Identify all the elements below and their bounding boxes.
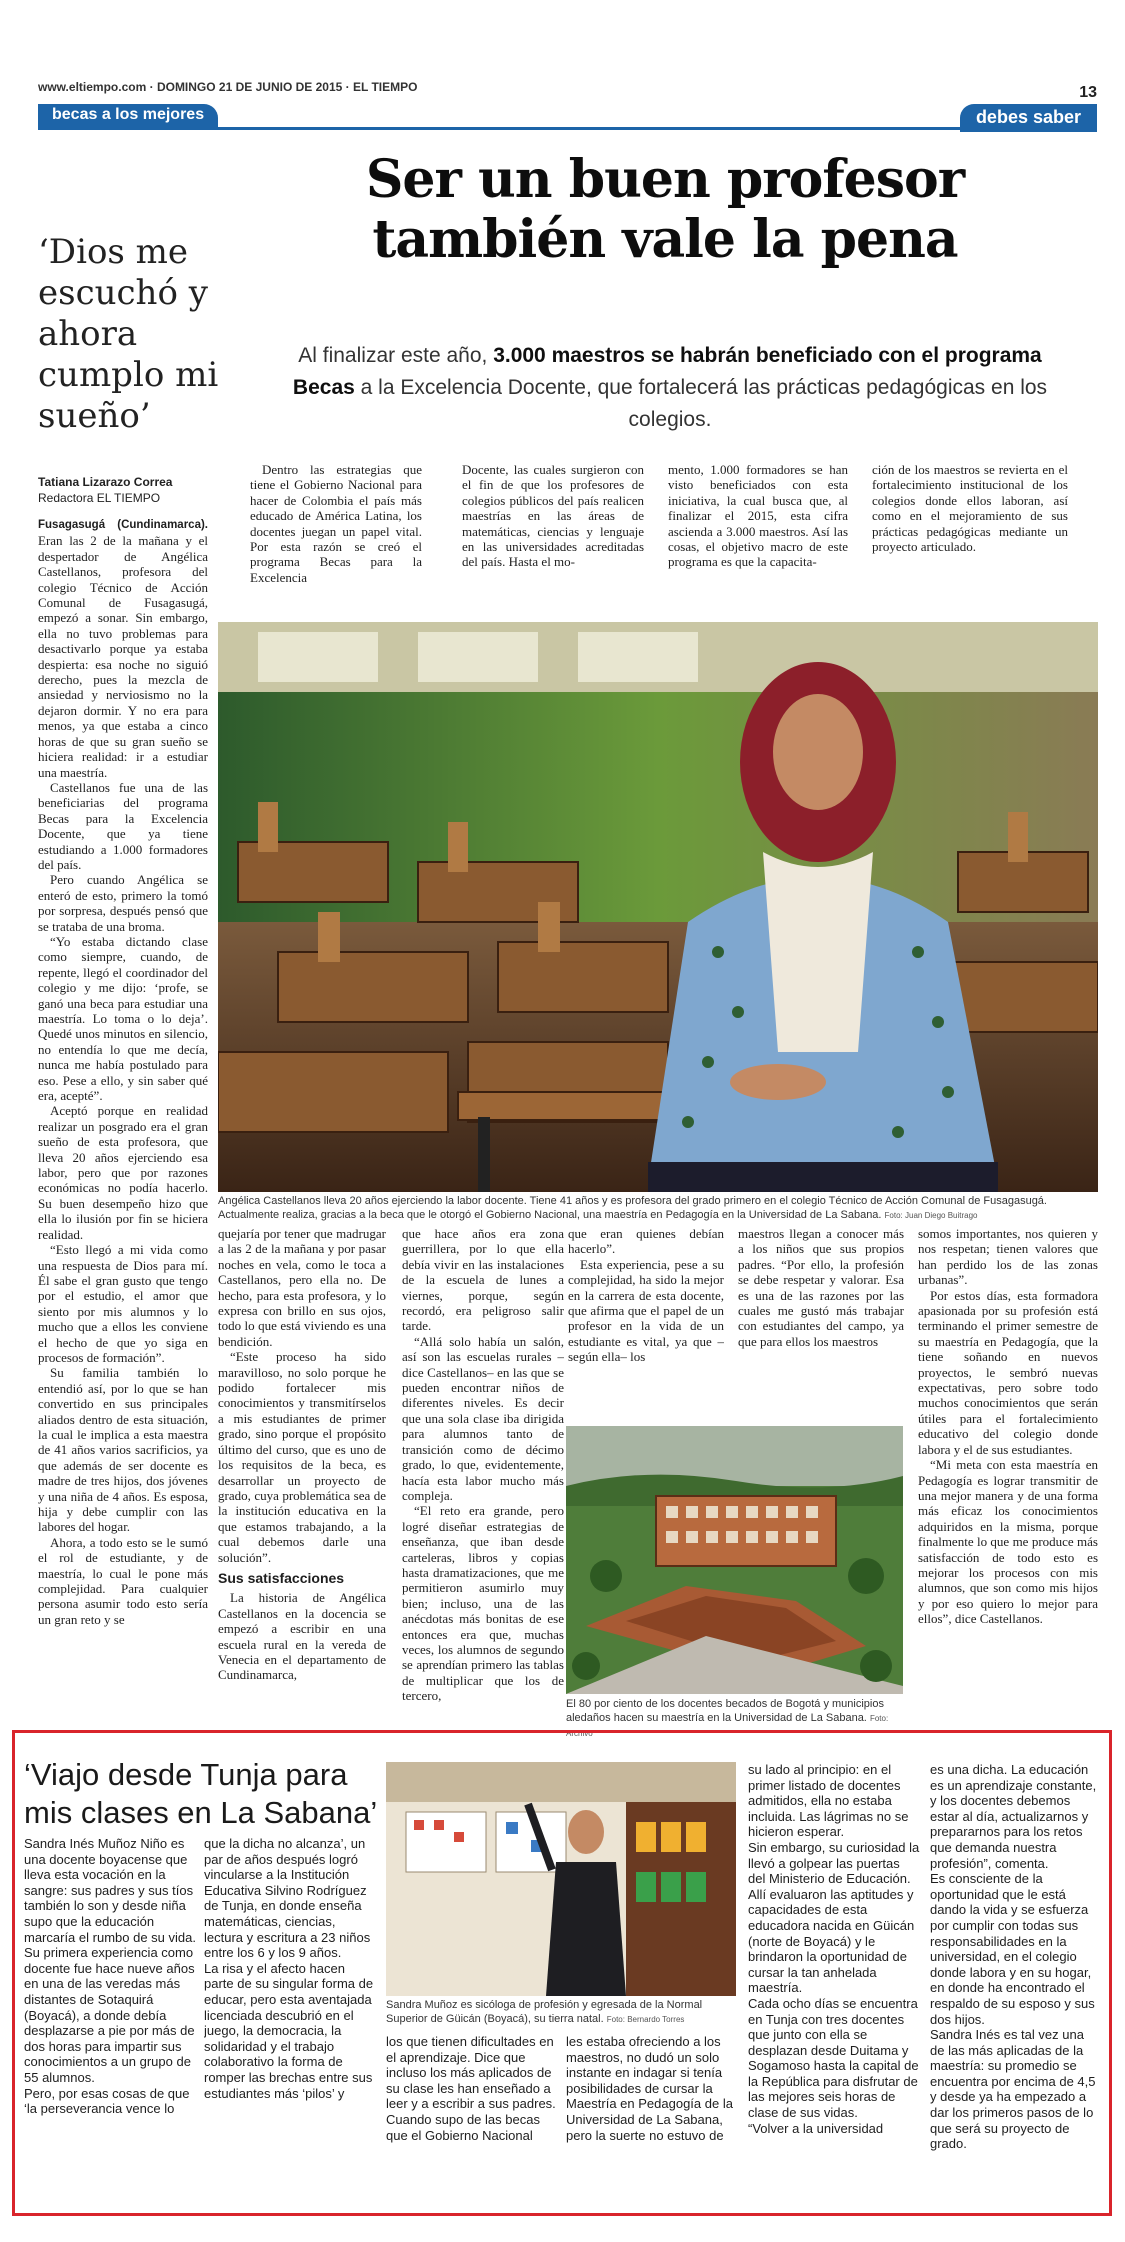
pull-quote: ‘Dios me escuchó y ahora cumplo mi sueño’ xyxy=(38,232,219,436)
article-column-3 xyxy=(402,1226,564,1720)
paragraph: “El reto era grande, pero logré diseñar estrategias de enseñanza, que iban desde carteleras, libros y copias hasta dramatizaciones, que me permitieron asumirlo muy bien; incluso, una de las anécdotas más bonitas de ese entonces era que, muchas veces, los alumnos de segundo se aprendían primero las tablas de multiplicar que los de tercero, xyxy=(402,1503,564,1704)
photo-credit: Foto: Bernardo Torres xyxy=(606,2015,685,2024)
paragraph: que eran quienes debían hacerlo”. xyxy=(568,1226,724,1257)
paragraph: “Mi meta con esta maestría en Pedagogía es lograr transmitir de una mejor manera y de una forma más eficaz los conocimientos adquiridos en la misma, porque finalmente lo que me produce más satisfacción de todo esto es mejorar los procesos con mis alumnos, que son como mis hijos y por eso quiero lo mejor para ellos”, dice Castellanos. xyxy=(918,1457,1098,1627)
paragraph: Esta experiencia, pese a su complejidad, ha sido la mejor en la carrera de esta docente, que afirma que el papel de un profesor en la vida de un estudiante es vital, ya que –según ella– los xyxy=(568,1256,724,1365)
paragraph: “Volver a la universidad xyxy=(748,2120,884,2136)
article-column-5 xyxy=(738,1226,904,1422)
intro-column-2 xyxy=(250,462,422,612)
paragraph: mento, 1.000 formadores se han visto beneficiados con esta iniciativa, la cual busca que, al finalizar el 2015, esta cifra ascienda a 3.000 maestros. Así las cosas, el objetivo macro de este programa es que la capacita- xyxy=(668,462,848,570)
paragraph: Sandra Inés es tal vez una de las más aplicadas de la maestría: su promedio se encuentra por encima de 4,5 y desde ya ha empezado a dar los primeros pasos de lo que será su proyecto de grado. xyxy=(930,2027,1096,2152)
paragraph: “Este proceso ha sido maravilloso, no solo porque he podido fortalecer mis conocimientos y transmitírselos a mis estudiantes de primer grado, sino porque el propósito último del curso, que es uno de los requisitos de la beca, es desarrollar un proyecto de grado, cuya problemática sea de la institución educativa en la que estamos trabajando, a la cual debemos darle una solución”. xyxy=(218,1349,386,1565)
paragraph: los que tienen dificultades en el aprendizaje. Dice que incluso los más aplicados de su clase les han enseñado a leer y a escribir a sus padres. Cuando supo de las becas que el Gobierno Nacional xyxy=(386,2034,556,2143)
author-role: Redactora EL TIEMPO xyxy=(38,491,161,505)
intro-column-4 xyxy=(668,462,848,612)
paragraph: Docente, las cuales surgieron con el fin de que los profesores de colegios públicos del país realicen maestrías en las áreas de matemáticas, ciencias y lenguaje en las universidades acreditadas del país. Hasta el mo- xyxy=(462,462,644,570)
issue-date: DOMINGO 21 DE JUNIO DE 2015 xyxy=(156,80,343,94)
paragraph: Eran las 2 de la mañana y el despertador de Angélica Castellanos, profesora del colegio Técnico de Acción Comunal de Fusagasugá, empezó a sonar. Sin embargo, ella no tuvo problemas para desactivarlo porque ya estaba despierta: esa noche no siguió derecho, pues la mezcla de ansiedad y nerviosismo no la dejaron dormir. Y no era para menos, ya que estaba a cinco horas de que su gran sueño se hiciera realidad: ir a estudiar una maestría. xyxy=(38,533,208,780)
sidebar-column-2 xyxy=(204,1836,378,2208)
paragraph: ción de los maestros se revierta en el fortalecimiento institucional de los colegios donde ellos laboran, así como en el mejoramiento de sus prácticas pedagógicas mediante un proyecto articulado. xyxy=(872,462,1068,555)
paragraph: “Allá solo había un salón, así son las escuelas rurales –dice Castellanos– en las que se pueden encontrar niños de diferentes niveles. Es decir que una sola clase iba dirigida para alumnos tanto de transición como de décimo grado, lo que, evidentemente, hacía esta labor mucho más compleja. xyxy=(402,1333,564,1503)
sidebar-column-3 xyxy=(386,2034,556,2210)
article-column-2 xyxy=(218,1226,386,1720)
masthead-sep: · xyxy=(345,80,354,94)
caption-text: El 80 por ciento de los docentes becados de Bogotá y municipios aledaños hacen su maestría en la Universidad de La Sabana. xyxy=(566,1698,884,1724)
sandra-photo xyxy=(386,1762,736,1996)
sidebar-column-6 xyxy=(930,1762,1100,2210)
article-column-6 xyxy=(918,1226,1098,1720)
paragraph: “Yo estaba dictando clase como siempre, cuando, de repente, llegó el coordinador del colegio y me dijo: ‘profe, se ganó una beca para estudiar una maestría. Lo toma o lo deja’. Quedé unos minutos en silencio, no entendía lo que me decía, nunca me había postulado para eso. Pese a ello, y sin saber qué era, acepté”. xyxy=(38,933,208,1104)
paragraph: “Esto llegó a mi vida como una respuesta de Dios para mí. Él sabe el gran gusto que tengo por el estudio, el amor que siento por mis alumnos y lo mucho que a ellos les conviene el hecho de que yo siga en procesos de formación”. xyxy=(38,1242,208,1365)
headline-line-1: Ser un buen profesor xyxy=(365,149,965,210)
paragraph: Dentro las estrategias que tiene el Gobierno Nacional para hacer de Colombia el país más educado de América Latina, los docentes juegan un papel vital. Por esta razón se creó el programa Becas para la Excelencia xyxy=(250,462,422,585)
photo-credit: Foto: Juan Diego Buitrago xyxy=(884,1211,978,1220)
paragraph: Castellanos fue una de las beneficiarias del programa Becas para la Excelencia Docente, que ya tiene estudiando a 1.000 formadores del país. xyxy=(38,779,208,872)
paragraph: que la dicha no alcanza’, un par de años después logró vincularse a la Institución Educativa Silvino Rodríguez de Tunja, en donde enseña matemáticas, ciencias, lectura y escritura a 23 niños entre los 6 y los 9 años. xyxy=(204,1836,371,1961)
paragraph: Es consciente de la oportunidad que le está dando la vida y se esfuerza por cumplir con todas sus responsabilidades en la universidad, en el colegio donde labora y en su hogar, en donde ha encontrado el respaldo de su esposo y sus dos hijos. xyxy=(930,1871,1095,2027)
paragraph: Pero cuando Angélica se enteró de esto, primero la tomó por sorpresa, después pensó que se trataba de una broma. xyxy=(38,872,208,934)
sidebar-column-5 xyxy=(748,1762,920,2210)
section-label: becas a los mejores xyxy=(38,104,218,130)
section-tag: debes saber xyxy=(960,104,1097,132)
paragraph: su lado al principio: en el primer listado de docentes admitidos, ella no estaba incluida. Las lágrimas no se hicieron esperar. xyxy=(748,1762,909,1840)
article-column-4 xyxy=(568,1226,724,1422)
paper-name: EL TIEMPO xyxy=(353,80,418,94)
teacher-photo-illustration xyxy=(218,622,1098,1192)
byline xyxy=(38,474,248,506)
main-photo-caption xyxy=(218,1194,1098,1223)
paragraph: Pero, por esas cosas de que ‘la perseverancia vence lo xyxy=(24,2085,190,2117)
masthead-sep: · xyxy=(149,80,157,94)
paragraph: Su familia también lo entendió así, por lo que se han convertido en sus principales aliados dentro de esta situación, la cual le implica a esta maestra de 41 años varios sacrificios, ya que además de ser docente es madre de tres hijos, dos jóvenes y una niña de 4 años. Es esposa, hija y debe cumplir con las labores del hogar. xyxy=(38,1365,208,1535)
site-url: www.eltiempo.com xyxy=(38,80,147,94)
sandra-photo-illustration xyxy=(386,1762,736,1996)
dateline: Fusagasugá (Cundinamarca). xyxy=(38,519,208,531)
teacher-photo xyxy=(218,622,1098,1192)
paragraph: quejaría por tener que madrugar a las 2 de la mañana y por pasar noches en vela, como le toca a Castellanos, pero ella no. De hecho, para esta profesora, y lo expresa con brillo en sus ojos, todo lo que está viviendo es una bendición. xyxy=(218,1226,386,1349)
intro-column-3 xyxy=(462,462,644,612)
paragraph: es una dicha. La educación es un aprendizaje constante, y los docentes debemos estar al día, actualizarnos y prepararnos para los retos que demanda nuestra profesión”, comenta. xyxy=(930,1762,1097,1871)
caption-text: Angélica Castellanos lleva 20 años ejerciendo la labor docente. Tiene 41 años y es profesora del grado primero en el colegio Técnico de Acción Comunal de Fusagasugá. Actualmente realiza, gracias a la beca que le otorgó el Gobierno Nacional, una maestría en Pedagogía en la Universidad de La Sabana. xyxy=(218,1195,1047,1221)
deck-text: Al finalizar este año, xyxy=(298,344,494,367)
paragraph: Cada ocho días se encuentra en Tunja con tres docentes que junto con ella se desplazan desde Duitama y Sogamoso hasta la capital de la República para disfrutar de las mejores seis horas de clase de sus vidas. xyxy=(748,1995,919,2121)
subheading: Sus satisfacciones xyxy=(218,1569,345,1586)
photo-credit: Foto: Archivo xyxy=(566,1714,889,1738)
paragraph: les estaba ofreciendo a los maestros, no dudó un solo instante en indagar si tenía posibilidades de cursar la Maestría en Pedagogía de la Universidad de La Sabana, pero la suerte no estuvo de xyxy=(566,2034,733,2143)
paragraph: Por estos días, esta formadora apasionada por su profesión está terminando el primer semestre de su maestría en Pedagogía, que la tiene soñando en nuevos proyectos, le sembró nuevas expectativas, pero sobre todo muchos conocimientos que serán útiles para el fortalecimiento educativo del colegio donde labora y el de sus estudiantes. xyxy=(918,1287,1098,1457)
deck-bold: Becas xyxy=(292,376,355,399)
paragraph: Aceptó porque en realidad realizar un posgrado era el gran sueño de esta profesora, que lleva 20 años ejerciendo esa labor, pero que por razones económicas no podía hacerlo. Su buen desempeño hizo que ella lo ilusión por fin se hiciera realidad. xyxy=(38,1103,208,1242)
campus-photo xyxy=(566,1426,903,1694)
deck-text: a la Excelencia Docente, que fortalecerá las prácticas pedagógicas en los colegios. xyxy=(354,376,1048,431)
author-name: Tatiana Lizarazo Correa xyxy=(38,475,173,489)
sidebar-column-1 xyxy=(24,1836,196,2208)
deck xyxy=(250,340,1090,436)
paragraph: Sandra Inés Muñoz Niño es una docente boyacense que lleva esta vocación en la sangre: sus padres y sus tíos también lo son y desde niña supo que la educación marcaría el rumbo de su vida. xyxy=(24,1836,196,1945)
article-column-1 xyxy=(38,516,208,1712)
paragraph: Sin embargo, su curiosidad la llevó a golpear las puertas del Ministerio de Educación. Allí evaluaron las aptitudes y capacidades de esta educadora nacida en Güicán (norte de Boyacá) y le brindaron la oportunidad de cursar la tan anhelada maestría. xyxy=(748,1839,920,1996)
paragraph: somos importantes, nos quieren y nos respetan; tienen valores que han perdido los de las zonas urbanas”. xyxy=(918,1226,1098,1288)
paragraph: maestros llegan a conocer más a los niños que sus propios padres. “Por ello, la profesión se debe respetar y valorar. Esa es una de las razones por las cuales me gustó más trabajar con estudiantes del campo, ya que para ellos los maestros xyxy=(738,1226,904,1349)
page-number: 13 xyxy=(1079,84,1097,101)
paragraph: Ahora, a todo esto se le sumó el rol de estudiante, y de maestría, lo cual le pone más complejidad. Para cualquier persona asumir todo esto sería un gran reto y se xyxy=(38,1534,208,1627)
paragraph: La historia de Angélica Castellanos en la docencia se empezó a escribir en una escuela rural en la vereda de Venecia en el departamento de Cundinamarca, xyxy=(218,1590,386,1683)
intro-column-5 xyxy=(872,462,1068,612)
headline-line-2: también vale la pena xyxy=(372,209,958,270)
caption-text: Sandra Muñoz es sicóloga de profesión y egresada de la Normal Superior de Güicán (Boyacá), su tierra natal. xyxy=(386,1999,703,2025)
paragraph: Su primera experiencia como docente fue hace nueve años en una de las veredas más distantes de Sotaquirá (Boyacá), a donde debía desplazarse a pie por más de dos horas para impartir sus conocimientos a un grupo de 55 alumnos. xyxy=(24,1945,195,2085)
sandra-photo-caption xyxy=(386,1998,746,2027)
deck-bold: 3.000 maestros se habrán beneficiado con el programa xyxy=(493,344,1042,367)
campus-photo-illustration xyxy=(566,1426,903,1694)
paragraph: La risa y el afecto hacen parte de su singular forma de educar, pero esta aventajada licenciada descubrió en el juego, la democracia, la solidaridad y el trabajo colaborativo la forma de romper las brechas entre sus estudiantes más ‘pilos’ y xyxy=(204,1960,374,2101)
masthead xyxy=(38,80,1088,102)
page-headline xyxy=(270,150,1060,270)
paragraph: que hace años era zona guerrillera, por lo que ella debía vivir en las instalaciones de la escuela de lunes a viernes, porque, según recordó, era peligroso salir tarde. xyxy=(402,1226,564,1334)
sidebar-headline: ‘Viajo desde Tunja para mis clases en La Sabana’ xyxy=(24,1757,378,1830)
sidebar-column-4 xyxy=(566,2034,736,2210)
